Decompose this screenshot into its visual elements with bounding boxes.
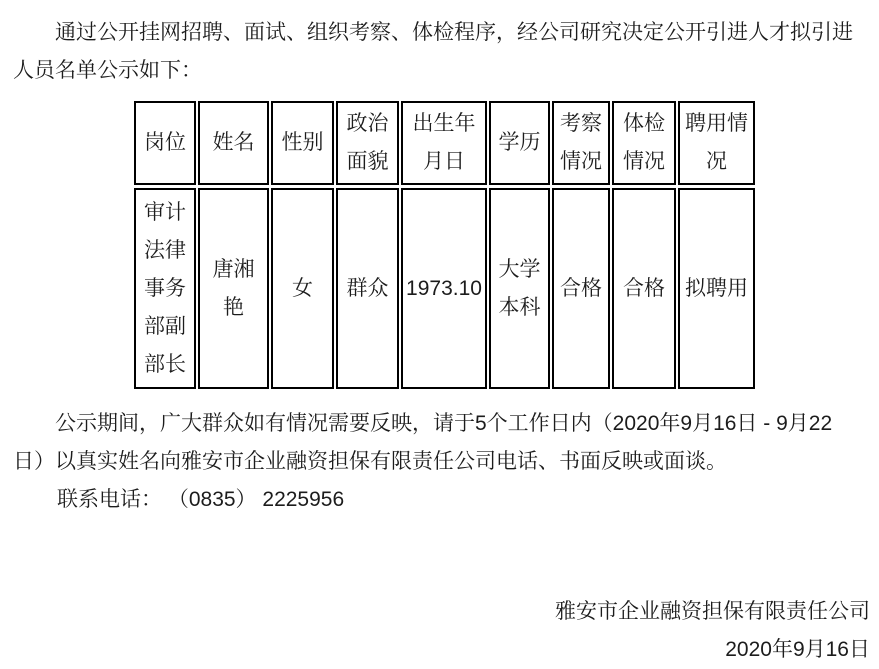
row-cell-political-status: 群众 [336,188,399,389]
row-cell-name: 唐湘 艳 [198,188,269,389]
row-cell-employment-status: 拟聘用 [678,188,755,389]
row-cell-education: 大学 本科 [489,188,550,389]
intro-line-2: 人员名单公示如下： [13,59,202,82]
intro-paragraph [13,14,865,90]
header-cell-inspection: 考察 情况 [552,101,610,185]
notice-line-1: 公示期间，广大群众如有情况需要反映，请于5个工作日内（2020年9月16日 - 9月22 [55,412,833,435]
header-cell-position: 岗位 [134,101,196,185]
header-cell-gender: 性别 [271,101,334,185]
announcement-document [0,14,879,664]
header-cell-name: 姓名 [198,101,269,185]
row-cell-inspection: 合格 [552,188,610,389]
signature-company: 雅安市企业融资担保有限责任公司 [555,600,870,623]
notice-line-2: 日）以真实姓名向雅安市企业融资担保有限责任公司电话、书面反映或面谈。 [13,450,727,473]
notice-paragraph [13,405,866,481]
contact-phone-line: 联系电话： （0835） 2225956 [57,488,345,511]
row-cell-birth-date: 1973.10 [401,188,487,389]
intro-line-1: 通过公开挂网招聘、面试、组织考察、体检程序，经公司研究决定公开引进人才拟引进 [55,21,853,44]
header-cell-education: 学历 [489,101,550,185]
row-cell-position: 审计 法律 事务 部副 部长 [134,188,196,389]
signature-block [0,593,879,669]
row-cell-gender: 女 [271,188,334,389]
header-cell-birth-date: 出生年 月日 [401,101,487,185]
header-cell-political-status: 政治 面貌 [336,101,399,185]
hire-announcement-table [134,101,879,389]
header-cell-physical-exam: 体检 情况 [612,101,676,185]
row-cell-physical-exam: 合格 [612,188,676,389]
signature-date: 2020年9月16日 [725,638,870,661]
header-cell-employment-status: 聘用情 况 [678,101,755,185]
